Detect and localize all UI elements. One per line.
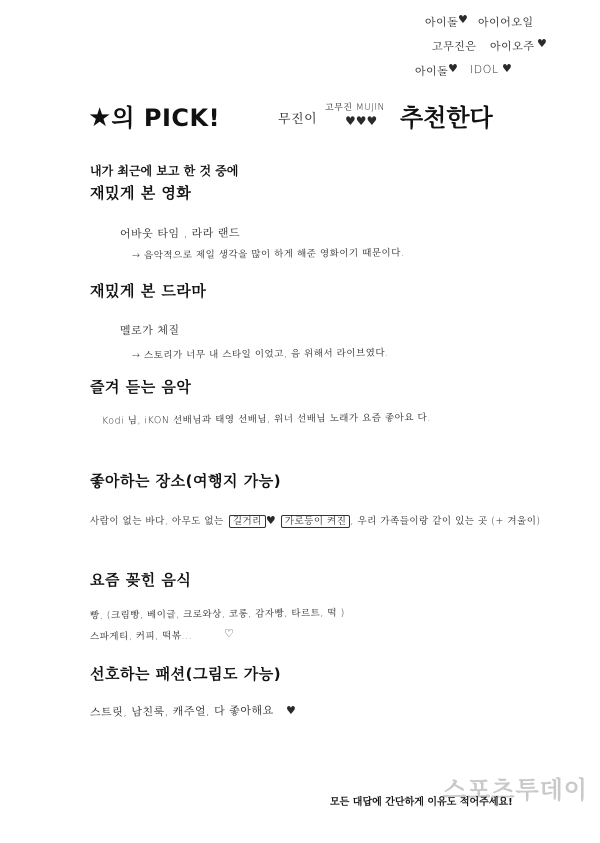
intro-text: 내가 최근에 보고 한 것 중에	[90, 164, 239, 178]
handwritten-name: 무진이	[277, 111, 318, 128]
corner-note: 아이돌	[414, 64, 449, 79]
answer-drama-reason: → 스토리가 너무 내 스타일 이었고, 음 위해서 라이브였다.	[131, 347, 389, 362]
answer-place-part: , 우리 가족들이랑 같이 있는 곳 (+ 겨울이)	[350, 516, 541, 527]
answer-fashion: 스트릿, 남친룩, 캐주얼, 다 좋아해요	[89, 704, 274, 719]
star-icon: ★	[88, 103, 112, 133]
footer-note: 모든 대답에 간단하게 이유도 적어주세요!	[330, 797, 513, 808]
corner-note: IDOL	[469, 62, 499, 77]
heart-icon: ♥	[458, 13, 468, 26]
answer-food: 빵, (크림빵, 베이글, 크로와상, 코롱, 감자빵, 타르트, 떡 )	[89, 607, 345, 622]
section-heading-place: 좋아하는 장소(여행지 가능)	[90, 472, 282, 490]
heart-icon: ♡	[224, 627, 234, 640]
answer-drama: 멜로가 체질	[119, 323, 180, 338]
corner-note: 아이돌	[424, 15, 459, 30]
answer-music: Kodi 님, iKON 선배님과 태영 선배님, 위너 선배님 노래가 요즘 좋아요 다.	[101, 412, 431, 427]
watermark-logo: 스포츠투데이	[442, 776, 588, 804]
section-heading-music: 즐겨 듣는 음악	[90, 378, 192, 396]
answer-food-2: 스파게티, 커피, 떡볶...	[89, 630, 193, 643]
heart-icon: ♥♥♥	[345, 114, 378, 128]
heart-icon: ♥	[265, 514, 276, 527]
heart-icon: ♥	[502, 62, 512, 75]
heart-icon: ♥	[448, 62, 458, 75]
section-heading-food: 요즘 꽂힌 음식	[90, 571, 192, 589]
corner-note: 고무진은	[431, 39, 477, 54]
answer-place-part: 사람이 없는 바다, 아무도 없는	[90, 516, 224, 527]
title-pick: 의 PICK!	[111, 104, 221, 132]
section-heading-fashion: 선호하는 패션(그림도 가능)	[90, 665, 282, 683]
corner-note: 아이오주	[489, 39, 535, 54]
section-heading-drama: 재밌게 본 드라마	[90, 282, 207, 300]
heart-icon: ♥	[537, 37, 547, 50]
handwritten-small-name: 고무진 MUJIN	[324, 102, 385, 114]
corner-note: 아이어오일	[477, 15, 534, 30]
heart-icon: ♥	[286, 704, 296, 717]
answer-place-boxed: 길거리	[229, 515, 266, 528]
section-heading-movie: 재밌게 본 영화	[90, 184, 192, 202]
answer-place-boxed: 가로등이 켜진	[281, 515, 351, 528]
answer-movie-reason: → 음악적으로 제일 생각을 많이 하게 해준 영화이기 때문이다.	[131, 247, 405, 262]
answer-movie: 어바웃 타임 , 라라 랜드	[119, 226, 241, 241]
page-title	[88, 98, 220, 133]
title-suffix: 추천한다	[400, 104, 493, 132]
answer-place	[90, 509, 590, 528]
